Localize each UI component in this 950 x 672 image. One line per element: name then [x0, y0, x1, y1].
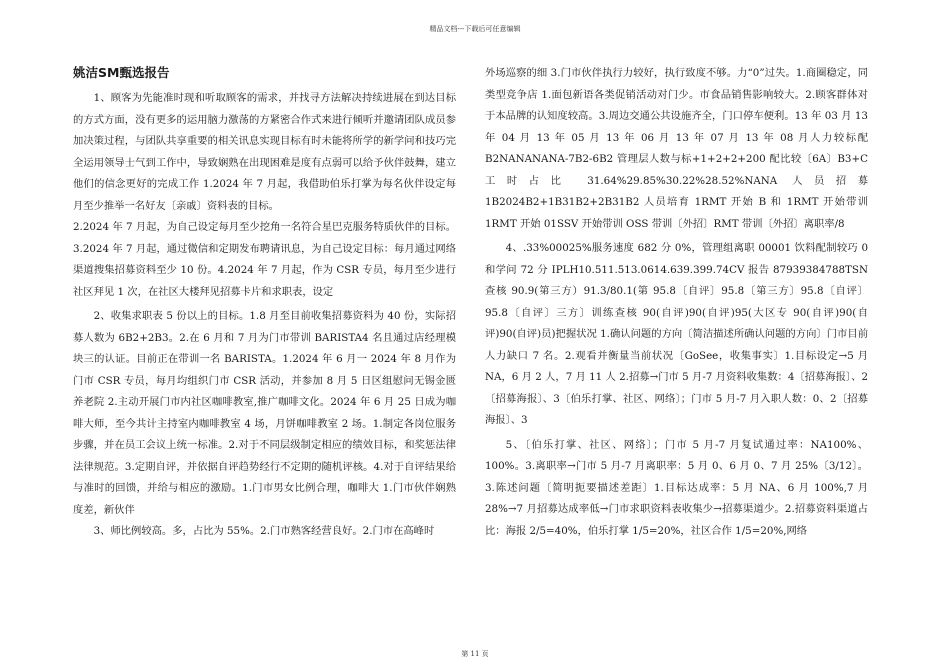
left-column [73, 62, 456, 642]
right-column [485, 63, 868, 643]
paragraph: 3、师比例较高。多，占比为 55%。2.门市熟客经营良好。2.门市在高峰时 [93, 525, 435, 537]
paragraph: 1、顾客为先能准时现和听取顾客的需求，并找寻方法解决持续进展在到达目标的方式方面，没有更多的运用脑力激荡的方紧密合作式来进行倾听并邀请团队成员参加决策过程，与团队共享重要的相关讯息实现目标有时未能将所学的新学问和技巧完全运用领导士气到工作中，导致娴熟在出现困难是度有点弱可以给予伙伴鼓舞，建立他们的信念更好的完成工作 1.2024 年 7 月起，我借助伯乐打掌为每名伙伴设定每月至少推举一名好友〔亲戚〕资料表的目标。 [73, 92, 456, 212]
paragraph: 外场巡察的细 3.门市伙伴执行力较好，执行致度不够。力“0”过失。1.商圈稳定，同类型竞争店 1.面包新语各类促销活动对门少。市食品销售影响较大。2.顾客群体对于本品牌的认知度较高。3.周边交通公共设施齐全，门口停车便利。13 年 03 月 13 年 04 月 13 年 05 月 13 年 06 月 13 年 07 月 13 年 08 月人力较标配 B2NANANANA-7B2-6B2 管理层人数与标+1+2+2+200 配比较〔6A〕B3+C 工时占比 31.64%29.85%30.22%28.52%NANA 人员招募 1B2024B2+1B31B2+2B31B2 人员培育 1RMT 开始 B 和 1RMT 开始带训 1RMT 开始 01SSV 开始带训 OSS 带训〔外招〕RMT 带训〔外招〕离职率/8 [485, 67, 868, 230]
paragraph: 5、〔伯乐打掌、社区、网络〕；门市 5 月-7 月复试通过率：NA100%、100%。3.离职率→门市 5 月-7 月离职率：5 月 0、6 月 0、7 月 25%〔3/12〕。3.陈述问题〔简明扼要描述差距〕1.目标达成率：5 月 NA、6 月 100%,7 月 28%→7 月招募达成率低→门市求职资料表收集少→招募渠道少。2.招募资料渠道占比：海报 2/5=40%，伯乐打掌 1/5=20%，社区合作 1/5=20%,网络 [485, 438, 868, 537]
page-header: 精品文档---下载后可任意编辑 [429, 25, 521, 33]
paragraph: 2、收集求职表 5 份以上的目标。1.8 月至目前收集招募资料为 40 份，实际招募人数为 6B2+2B3。2.在 6 月和 7 月为门市带训 BARISTA4 名且通过店经理模块三的认证。目前正在带训一名 BARISTA。1.2024 年 6 月一 2024 年 8 月作为门市 CSR 专员，每月均组织门市 CSR 活动，并参加 8 月 5 日区组慰问无锡金匮养老院 2.主动开展门市内社区咖啡教室,推广咖啡文化。2024 年 6 月 25 日成为咖啡大师，至今共计主持室内咖啡教室 4 场，月饼咖啡教室 2 场。1.制定各岗位服务步骤，并在员工会议上统一标准。2.对于不同层级制定相应的绩效目标，和奖惩法律法律规范。3.定期自评，并依据自评趋势经行不定期的随机评核。4.对于自评结果给与准时的回馈，并给与相应的激励。1.门市男女比例合理，咖啡大 1.门市伙伴娴熟度差，新伙伴 [73, 310, 456, 516]
document-title: 姚洁SM甄选报告 [73, 65, 170, 80]
paragraph: 4、.33%00025%服务速度 682 分 0%，管理组离职 00001 饮料配制较巧 0 和学问 72 分 IPLH10.511.513.0614.639.399.74CV 报告 87939384788TSN 查核 90.9(第三方）91.3/80.1(第 95.8〔自评〕95.8〔第三方〕95.8〔自评〕95.8〔自评〕三方〕训练查核 90(自评)90(自评)95(大区专 90(自评)90(自评)90(自评)员)把握状况 1.确认问题的方向〔简洁描述所确认问题的方向〕门市目前人力缺口 7 名。2.观看并衡量当前状况〔GoSee，收集事实〕1.目标设定→5 月 NA，6 月 2 人，7 月 11 人 2.招募→门市 5 月-7 月资料收集数：4〔招募海报〕、2〔招募海报〕、3〔伯乐打掌、社区、网络〕；门市 5 月-7 月入职人数：0、2〔招募海报〕、3 [485, 242, 868, 426]
paragraph: 2.2024 年 7 月起，为自己设定每月至少挖角一名符合星巴克服务特质伙伴的目标。3.2024 年 7 月起，通过微信和定期发布聘请讯息，为自己设定目标：每月通过网络渠道搜集招募资料至少 10 份。4.2024 年 7 月起，作为 CSR 专员，每月至少进行社区拜见 1 次，在社区大楼拜见招募卡片和求职表，设定 [73, 221, 456, 298]
page-number: 第 11 页 [461, 650, 489, 658]
